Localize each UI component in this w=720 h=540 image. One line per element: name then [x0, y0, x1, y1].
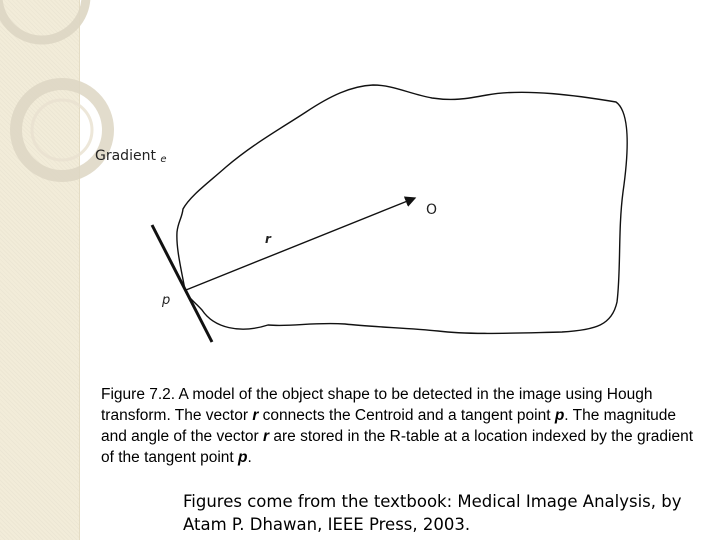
centroid-label: O — [426, 202, 438, 218]
caption-emphasis: p — [238, 449, 248, 466]
vector-r-label: r — [265, 232, 271, 246]
gradient-label: Gradient e — [95, 148, 167, 165]
caption-emphasis: p — [554, 407, 565, 424]
caption-emphasis: r — [263, 428, 270, 445]
caption-text: connects the Centroid and a tangent point — [258, 407, 555, 424]
caption-text: Figure 7.2. A model of the object shape to be detected in the image using Hough transform. The vector — [101, 386, 653, 424]
source-note: Figures come from the textbook: Medical Image Analysis, by Atam P. Dhawan, IEEE Press, 2003. — [183, 492, 682, 534]
vector-r-arrow — [186, 198, 415, 290]
caption-text: . — [247, 449, 252, 466]
tangent-point-label: p — [162, 293, 171, 308]
object-contour — [177, 85, 627, 333]
caption-emphasis: r — [252, 407, 259, 424]
decorative-rings — [0, 0, 108, 176]
caption-text: . The magnitude and angle of the vector — [101, 407, 677, 445]
figure-caption — [101, 384, 701, 468]
caption-text: are stored in the R-table at a location indexed by the gradient of the tangent point — [101, 428, 693, 466]
